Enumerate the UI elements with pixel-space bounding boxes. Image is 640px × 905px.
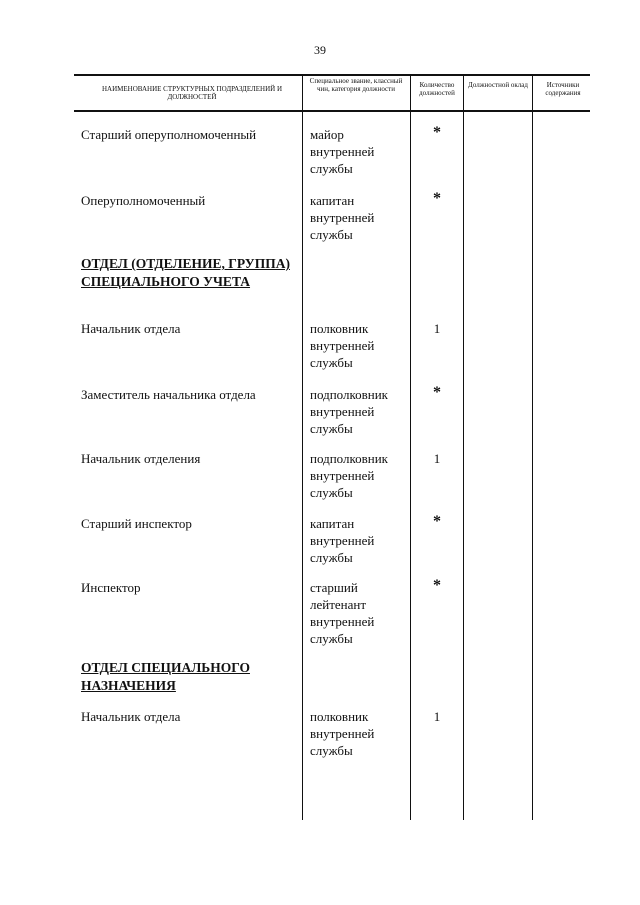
header-source: Источники содержания (545, 81, 581, 97)
position-rank: подполковник внутренней службы (310, 387, 388, 436)
position-name: Начальник отделения (81, 451, 201, 466)
header-bottom-rule (74, 110, 590, 112)
position-count: * (433, 190, 441, 207)
position-name: Старший оперуполномоченный (81, 127, 257, 142)
section-heading: ОТДЕЛ СПЕЦИАЛЬНОГО НАЗНАЧЕНИЯ (81, 660, 250, 693)
position-count: * (433, 577, 441, 594)
position-count: 1 (433, 451, 441, 466)
position-count: * (433, 124, 441, 141)
position-rank: капитан внутренней службы (310, 193, 375, 242)
position-rank: старший лейтенант внутренней службы (310, 580, 375, 646)
header-count: Количество должностей (419, 81, 455, 97)
position-count: * (433, 384, 441, 401)
position-name: Начальник отдела (81, 321, 181, 336)
position-rank: подполковник внутренней службы (310, 451, 388, 500)
column-divider (463, 74, 464, 820)
column-divider (302, 74, 303, 820)
position-name: Старший инспектор (81, 516, 192, 531)
position-name: Заместитель начальника отдела (81, 387, 256, 402)
header-salary: Должностной оклад (468, 81, 528, 89)
header-structure-name: НАИМЕНОВАНИЕ СТРУКТУРНЫХ ПОДРАЗДЕЛЕНИЙ И ДОЛЖНОСТЕЙ (101, 85, 283, 101)
position-count: 1 (433, 709, 441, 724)
position-rank: полковник внутренней службы (310, 321, 375, 370)
position-rank: капитан внутренней службы (310, 516, 375, 565)
position-rank: полковник внутренней службы (310, 709, 375, 758)
header-rank: Специальное звание, классный чин, категория должности (309, 77, 403, 93)
position-name: Начальник отдела (81, 709, 181, 724)
page-number: 39 (314, 43, 326, 57)
position-name: Оперуполномоченный (81, 193, 206, 208)
position-rank: майор внутренней службы (310, 127, 375, 176)
position-name: Инспектор (81, 580, 141, 595)
position-count: 1 (433, 321, 441, 336)
column-divider (532, 74, 533, 820)
section-heading: ОТДЕЛ (ОТДЕЛЕНИЕ, ГРУППА) СПЕЦИАЛЬНОГО УЧЕТА (81, 256, 290, 289)
position-count: * (433, 513, 441, 530)
header-top-rule (74, 74, 590, 76)
